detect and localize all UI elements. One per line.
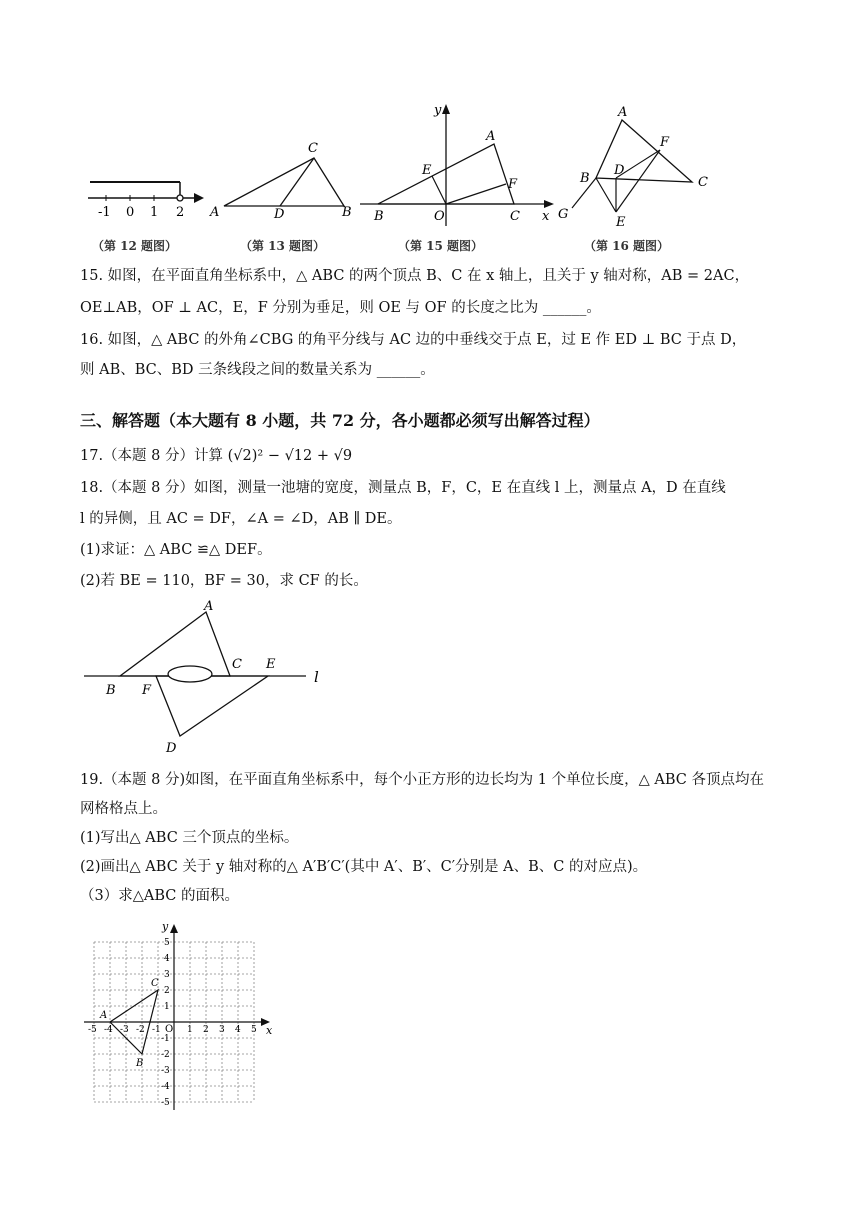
y-tick: -3 <box>161 1066 170 1076</box>
x-tick: -5 <box>88 1025 97 1035</box>
figure-16-triangle <box>554 104 714 228</box>
q19-part2: (2)画出△ ABC 关于 y 轴对称的△ A′B′C′(其中 A′、B′、C′分别是 A、B、C 的对应点)。 <box>80 859 648 875</box>
label-l: l <box>314 668 319 686</box>
q18-part2: (2)若 BE = 110，BF = 30，求 CF 的长。 <box>80 573 368 589</box>
point-C: C <box>151 978 159 989</box>
label-y: y <box>434 103 442 118</box>
y-tick: -1 <box>161 1034 170 1044</box>
x-tick: 5 <box>251 1025 257 1035</box>
caption-fig15: （第 15 题图） <box>398 239 484 253</box>
origin-label: O <box>165 1024 174 1035</box>
point-B: B <box>136 1058 144 1069</box>
label-E: E <box>266 657 276 672</box>
label-F: F <box>508 177 518 192</box>
label-B: B <box>580 171 590 186</box>
label-C: C <box>698 175 708 190</box>
label-C: C <box>510 209 520 224</box>
arrow-head <box>194 193 204 203</box>
open-circle <box>177 195 183 201</box>
tick-label: -1 <box>98 205 111 220</box>
tick-label: 0 <box>126 205 135 220</box>
label-C: C <box>232 657 242 672</box>
figure-12-number-line <box>84 170 206 230</box>
y-tick: -4 <box>161 1082 170 1092</box>
label-F: F <box>660 135 670 150</box>
section-title: 三、解答题（本大题有 8 小题，共 72 分，各小题都必须写出解答过程） <box>80 411 600 430</box>
tick-label: 2 <box>176 205 185 220</box>
q18-part1: (1)求证：△ ABC ≌△ DEF。 <box>80 542 272 558</box>
point-A: A <box>100 1010 108 1021</box>
y-tick: 4 <box>164 954 170 964</box>
label-A: A <box>204 599 214 614</box>
x-tick: 3 <box>219 1025 225 1035</box>
label-A: A <box>210 205 220 220</box>
x-tick: -2 <box>136 1025 145 1035</box>
y-tick: -2 <box>161 1050 170 1060</box>
x-tick: -4 <box>104 1025 113 1035</box>
x-tick: 2 <box>203 1025 209 1035</box>
figure-19-grid <box>80 916 280 1112</box>
axis-y-label: y <box>162 920 169 933</box>
label-B: B <box>106 683 116 698</box>
q15-line2: OE⊥AB，OF ⊥ AC，E，F 分别为垂足，则 OE 与 OF 的长度之比为 ______。 <box>80 300 601 316</box>
figure-13-triangle <box>206 136 356 226</box>
y-tick: -5 <box>161 1098 170 1108</box>
label-D: D <box>166 741 177 756</box>
axis-x-label: x <box>266 1024 273 1037</box>
label-A: A <box>618 105 628 120</box>
q17-text: 17.（本题 8 分）计算 (√2)² − √12 + √9 <box>80 448 353 464</box>
q18-line1: 18.（本题 8 分）如图，测量一池塘的宽度，测量点 B，F，C，E 在直线 l 上，测量点 A，D 在直线 <box>80 480 726 496</box>
caption-fig12: （第 12 题图） <box>92 239 178 253</box>
label-E: E <box>422 163 432 178</box>
label-F: F <box>142 683 152 698</box>
figure-18-pond <box>80 596 340 756</box>
x-tick: 1 <box>187 1025 193 1035</box>
label-B: B <box>374 209 384 224</box>
label-O: O <box>434 209 445 224</box>
x-tick: 4 <box>235 1025 241 1035</box>
y-tick-labels <box>161 938 170 1108</box>
pond-ellipse <box>168 666 212 682</box>
q19-line1: 19.（本题 8 分)如图，在平面直角坐标系中，每个小正方形的边长均为 1 个单位长度，△ ABC 各顶点均在 <box>80 772 764 788</box>
label-D: D <box>274 207 285 222</box>
label-A: A <box>486 129 496 144</box>
label-x: x <box>542 209 550 224</box>
caption-fig13: （第 13 题图） <box>240 239 326 253</box>
figure-15-coordinate-triangle <box>360 100 560 226</box>
y-tick: 5 <box>164 938 170 948</box>
tick-label: 1 <box>150 205 159 220</box>
y-tick: 3 <box>164 970 170 980</box>
x-tick: -3 <box>120 1025 129 1035</box>
q16-line1: 16. 如图，△ ABC 的外角∠CBG 的角平分线与 AC 边的中垂线交于点 E，过 E 作 ED ⊥ BC 于点 D， <box>80 332 747 348</box>
y-tick: 1 <box>164 1002 170 1012</box>
label-B: B <box>342 205 352 220</box>
q18-line2: l 的异侧，且 AC = DF，∠A = ∠D，AB ∥ DE。 <box>80 511 402 527</box>
label-E: E <box>616 215 626 228</box>
q19-line2: 网格格点上。 <box>80 801 167 817</box>
x-tick: -1 <box>152 1025 161 1035</box>
q15-line1: 15. 如图，在平面直角坐标系中，△ ABC 的两个顶点 B、C 在 x 轴上，且关于 y 轴对称，AB = 2AC， <box>80 268 750 284</box>
caption-fig16: （第 16 题图） <box>584 239 670 253</box>
q19-part3: （3）求△ABC 的面积。 <box>80 888 239 904</box>
label-G: G <box>558 207 569 222</box>
label-C: C <box>308 141 318 156</box>
q16-line2: 则 AB、BC、BD 三条线段之间的数量关系为 ______。 <box>80 362 435 378</box>
y-tick: 2 <box>164 986 170 996</box>
label-D: D <box>614 163 625 178</box>
q19-part1: (1)写出△ ABC 三个顶点的坐标。 <box>80 830 299 846</box>
